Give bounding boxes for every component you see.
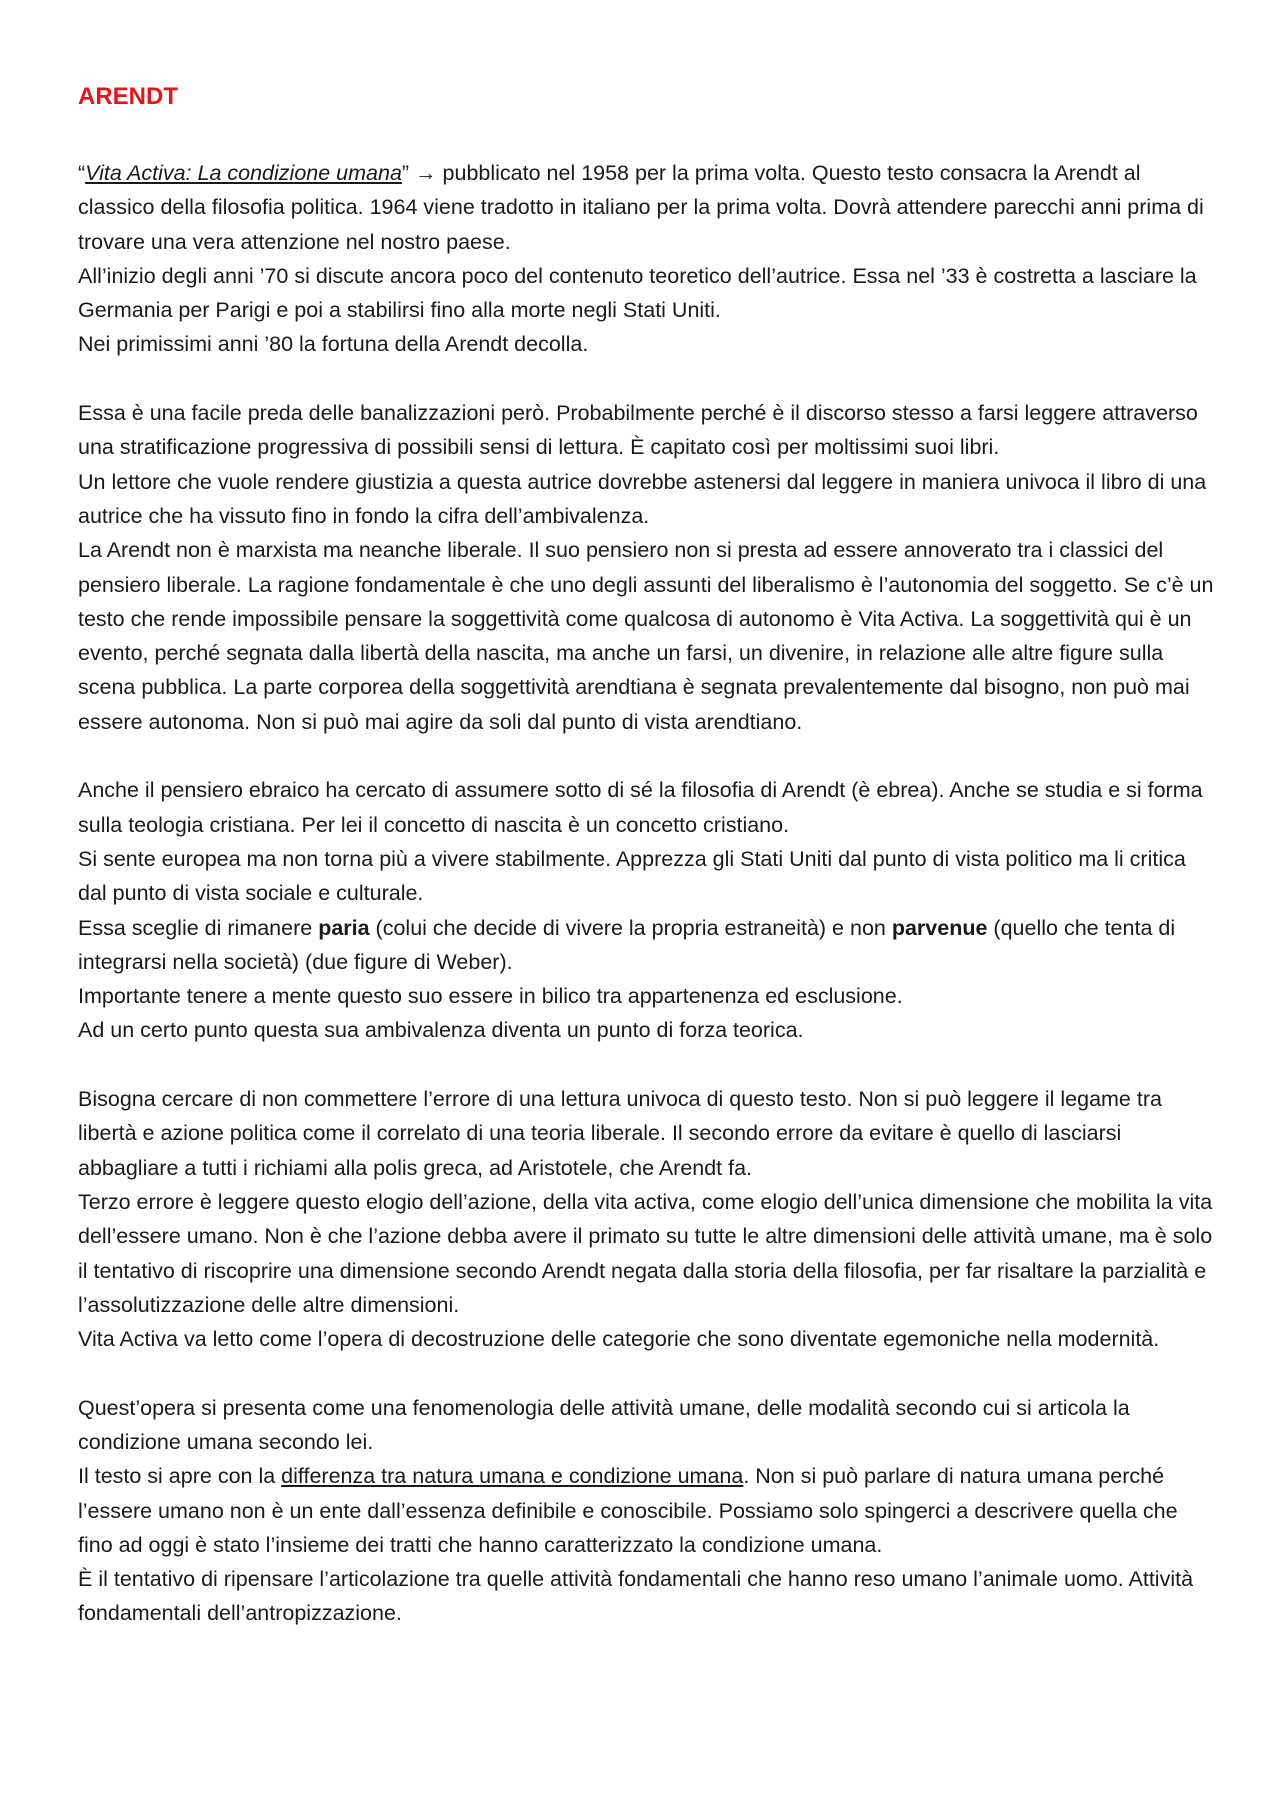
document-page (78, 80, 1218, 1631)
paragraph: Bisogna cercare di non commettere l’errore di una lettura univoca di questo testo. Non si può leggere il legame tra libertà e azione politica come il correlato di una teoria liberale. Il secondo errore da evitare è quello di lasciarsi abbagliare a tutti i richiami alla polis greca, ad Aristotele, che Arendt fa. (78, 1087, 1162, 1180)
paragraph: Quest’opera si presenta come una fenomenologia delle attività umane, delle modalità secondo cui si articola la condizione umana secondo lei. (78, 1395, 1130, 1454)
text-run: (quello che tenta di integrarsi nella società) (due figure di Weber). (78, 915, 1176, 974)
paragraph-gap (78, 1356, 1218, 1390)
paragraph-gap (78, 739, 1218, 773)
open-quote: “ (78, 161, 86, 185)
paragraph: Importante tenere a mente questo suo essere in bilico tra appartenenza ed esclusione. (78, 984, 903, 1009)
paria-parvenue-paragraph (78, 911, 1218, 980)
paragraph-gap (78, 362, 1218, 396)
intro-text: pubblicato nel 1958 per la prima volta. Questo testo consacra la Arendt al classico della filosofia politica. 1964 viene tradotto in italiano per la prima volta. Dovrà attendere parecchi anni prima di trovare una vera attenzione nel nostro paese. (78, 161, 1204, 254)
intro-paragraph (78, 156, 1218, 259)
paragraph: Essa è una facile preda delle banalizzazioni però. Probabilmente perché è il discorso stesso a farsi leggere attraverso una stratificazione progressiva di possibili sensi di lettura. È capitato così per moltissimi suoi libri. (78, 401, 1198, 460)
paragraph: Terzo errore è leggere questo elogio dell’azione, della vita activa, come elogio dell’unica dimensione che mobilita la vita dell’essere umano. Non è che l’azione debba avere il primato su tutte le altre dimensioni delle attività umane, ma è solo il tentativo di riscoprire una dimensione secondo Arendt negata dalla storia della filosofia, per far risaltare la parzialità e l’assolutizzazione delle altre dimensioni. (78, 1189, 1213, 1317)
term-paria: paria (318, 915, 370, 940)
text-run: (colui che decide di vivere la propria estraneità) e non (369, 915, 892, 940)
text-run: Essa sceglie di rimanere (78, 915, 319, 940)
paragraph: Nei primissimi anni ’80 la fortuna della Arendt decolla. (78, 332, 589, 357)
close-quote: ” (401, 161, 410, 185)
text-run: . Non si può parlare di natura umana perché l’essere umano non è un ente dall’essenza definibile e conoscibile. Possiamo solo spingerci a descrivere quella che fino ad oggi è stato l’insieme dei tratti che hanno caratterizzato la condizione umana. (78, 1464, 1178, 1557)
paragraph: La Arendt non è marxista ma neanche liberale. Il suo pensiero non si presta ad essere annoverato tra i classici del pensiero liberale. La ragione fondamentale è che uno degli assunti del liberalismo è l’autonomia del soggetto. Se c’è un testo che rende impossibile pensare la soggettività come qualcosa di autonomo è Vita Activa. La soggettività qui è un evento, perché segnata dalla libertà della nascita, ma anche un farsi, un divenire, in relazione alle altre figure sulla scena pubblica. La parte corporea della soggettività arendtiana è segnata prevalentemente dal bisogno, non può mai essere autonoma. Non si può mai agire da soli dal punto di vista arendtiano. (78, 538, 1214, 734)
arrow-icon: → (409, 161, 443, 185)
paragraph: Anche il pensiero ebraico ha cercato di assumere sotto di sé la filosofia di Arendt (è ebrea). Anche se studia e si forma sulla teologia cristiana. Per lei il concetto di nascita è un concetto cristiano. (78, 778, 1203, 837)
term-parvenue: parvenue (891, 915, 988, 940)
paragraph: Vita Activa va letto come l’opera di decostruzione delle categorie che sono diventate egemoniche nella modernità. (78, 1327, 1160, 1352)
text-run: Il testo si apre con la (78, 1464, 282, 1489)
document-title: ARENDT (78, 83, 178, 110)
paragraph: È il tentativo di ripensare l’articolazione tra quelle attività fondamentali che hanno reso umano l’animale uomo. Attività fondamentali dell’antropizzazione. (78, 1567, 1194, 1626)
paragraph-gap (78, 1048, 1218, 1082)
paragraph: Ad un certo punto questa sua ambivalenza diventa un punto di forza teorica. (78, 1018, 804, 1043)
difference-paragraph (78, 1459, 1218, 1562)
book-title: Vita Activa: La condizione umana (85, 161, 402, 185)
underlined-phrase: differenza tra natura umana e condizione umana (281, 1464, 744, 1489)
paragraph: Un lettore che vuole rendere giustizia a questa autrice dovrebbe astenersi dal leggere in maniera univoca il libro di una autrice che ha vissuto fino in fondo la cifra dell’ambivalenza. (78, 469, 1207, 528)
paragraph: Si sente europea ma non torna più a vivere stabilmente. Apprezza gli Stati Uniti dal punto di vista politico ma li critica dal punto di vista sociale e culturale. (78, 846, 1186, 906)
paragraph: All’inizio degli anni ’70 si discute ancora poco del contenuto teoretico dell’autrice. Essa nel ’33 è costretta a lasciare la Germania per Parigi e poi a stabilirsi fino alla morte negli Stati Uniti. (78, 263, 1197, 323)
